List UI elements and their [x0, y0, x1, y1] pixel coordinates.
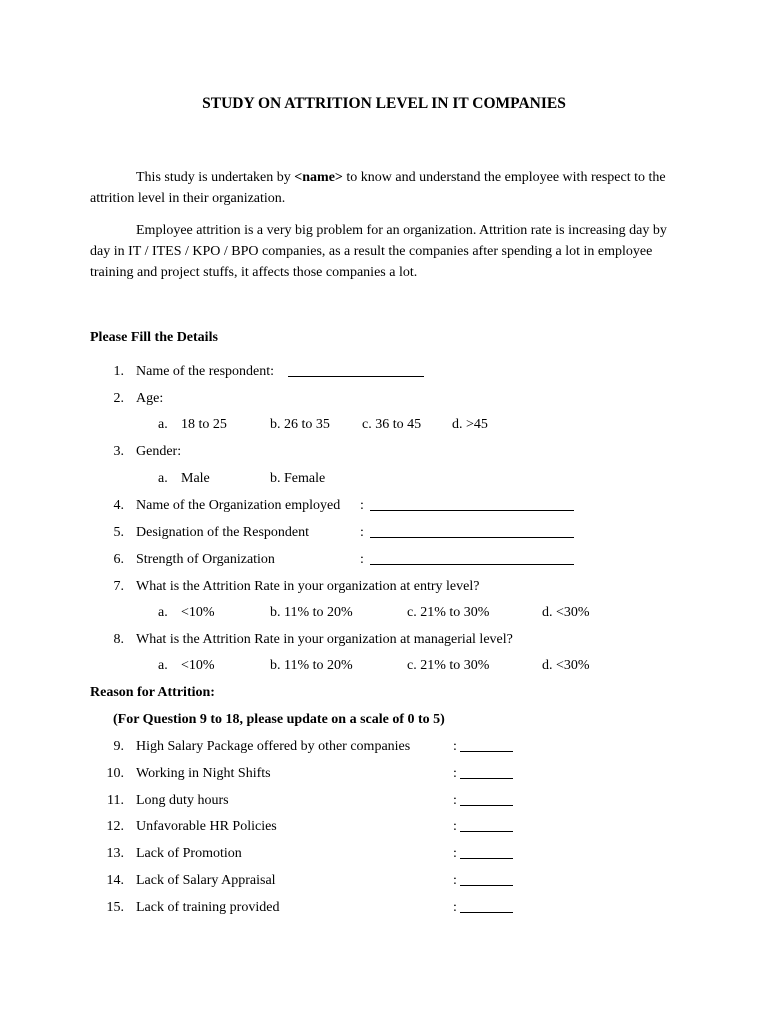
organization-name-field[interactable]	[370, 497, 574, 517]
question-label: Age:	[136, 391, 164, 406]
age-option-d[interactable]: d. >45	[452, 417, 488, 432]
entry-rate-option-b[interactable]: b. 11% to 20%	[270, 605, 353, 620]
rating-field[interactable]	[460, 845, 513, 865]
question-number: 15.	[106, 900, 124, 915]
entry-rate-option-d[interactable]: d. <30%	[542, 605, 590, 620]
rating-field[interactable]	[460, 818, 513, 838]
option-marker: a.	[158, 417, 168, 432]
managerial-rate-option-d[interactable]: d. <30%	[542, 658, 590, 673]
organization-strength-field[interactable]	[370, 551, 574, 571]
field-colon: :	[453, 873, 457, 888]
field-colon: :	[360, 498, 364, 513]
question-label: Gender:	[136, 444, 182, 459]
rating-field[interactable]	[460, 899, 513, 919]
question-label: Working in Night Shifts	[136, 766, 271, 781]
question-label: High Salary Package offered by other companies	[136, 739, 411, 754]
field-colon: :	[453, 819, 457, 834]
question-label: Name of the Organization employed	[136, 498, 341, 513]
question-number: 7.	[113, 579, 124, 594]
question-number: 1.	[113, 364, 124, 379]
rating-field[interactable]	[460, 792, 513, 812]
intro-paragraph-2: Employee attrition is a very big problem for an organization. Attrition rate is increasing day by day in IT / ITES / KPO / BPO companies, as a result the companies after spending a lot in employee training and project stuffs, it affects those companies a lot.	[90, 223, 667, 280]
age-option-c[interactable]: c. 36 to 45	[362, 417, 422, 432]
question-number: 9.	[113, 739, 124, 754]
question-number: 4.	[113, 498, 124, 513]
question-label: Designation of the Respondent	[136, 525, 310, 540]
intro-paragraph-1	[90, 167, 680, 209]
respondent-name-field[interactable]	[288, 363, 424, 383]
question-number: 14.	[106, 873, 124, 888]
managerial-rate-option-a[interactable]: <10%	[181, 658, 215, 673]
question-number: 6.	[113, 552, 124, 567]
question-number: 11.	[107, 793, 124, 808]
question-label: What is the Attrition Rate in your organization at entry level?	[136, 579, 480, 594]
field-colon: :	[453, 846, 457, 861]
question-number: 10.	[106, 766, 124, 781]
question-number: 5.	[113, 525, 124, 540]
gender-option-female[interactable]: b. Female	[270, 471, 326, 486]
question-number: 12.	[106, 819, 124, 834]
age-option-a[interactable]: 18 to 25	[181, 417, 227, 432]
age-option-b[interactable]: b. 26 to 35	[270, 417, 330, 432]
question-number: 3.	[113, 444, 124, 459]
question-label: Name of the respondent:	[136, 364, 275, 379]
question-number: 2.	[113, 391, 124, 406]
entry-rate-option-c[interactable]: c. 21% to 30%	[407, 605, 490, 620]
field-colon: :	[453, 739, 457, 754]
question-label: Lack of Salary Appraisal	[136, 873, 276, 888]
gender-option-male[interactable]: Male	[181, 471, 210, 486]
intro-text-end: to know and understand the employee with respect to the attrition level in their organization.	[90, 170, 666, 206]
intro-text-start: This study is undertaken by	[136, 170, 295, 185]
managerial-rate-option-b[interactable]: b. 11% to 20%	[270, 658, 353, 673]
entry-rate-option-a[interactable]: <10%	[181, 605, 215, 620]
question-label: Lack of Promotion	[136, 846, 242, 861]
rating-field[interactable]	[460, 765, 513, 785]
name-placeholder: <name>	[294, 170, 343, 185]
question-label: Long duty hours	[136, 793, 229, 808]
question-number: 13.	[106, 846, 124, 861]
section-heading-details: Please Fill the Details	[90, 330, 218, 345]
option-marker: a.	[158, 471, 168, 486]
question-label: What is the Attrition Rate in your organization at managerial level?	[136, 632, 513, 647]
managerial-rate-option-c[interactable]: c. 21% to 30%	[407, 658, 490, 673]
field-colon: :	[360, 552, 364, 567]
question-number: 8.	[113, 632, 124, 647]
field-colon: :	[453, 766, 457, 781]
field-colon: :	[360, 525, 364, 540]
rating-field[interactable]	[460, 738, 513, 758]
document-title: STUDY ON ATTRITION LEVEL IN IT COMPANIES	[202, 95, 566, 112]
field-colon: :	[453, 900, 457, 915]
question-label: Lack of training provided	[136, 900, 280, 915]
designation-field[interactable]	[370, 524, 574, 544]
question-label: Unfavorable HR Policies	[136, 819, 277, 834]
question-label: Strength of Organization	[136, 552, 275, 567]
rating-field[interactable]	[460, 872, 513, 892]
section-heading-reasons: Reason for Attrition:	[90, 685, 215, 700]
option-marker: a.	[158, 658, 168, 673]
field-colon: :	[453, 793, 457, 808]
option-marker: a.	[158, 605, 168, 620]
scale-instruction: (For Question 9 to 18, please update on a scale of 0 to 5)	[113, 712, 445, 727]
